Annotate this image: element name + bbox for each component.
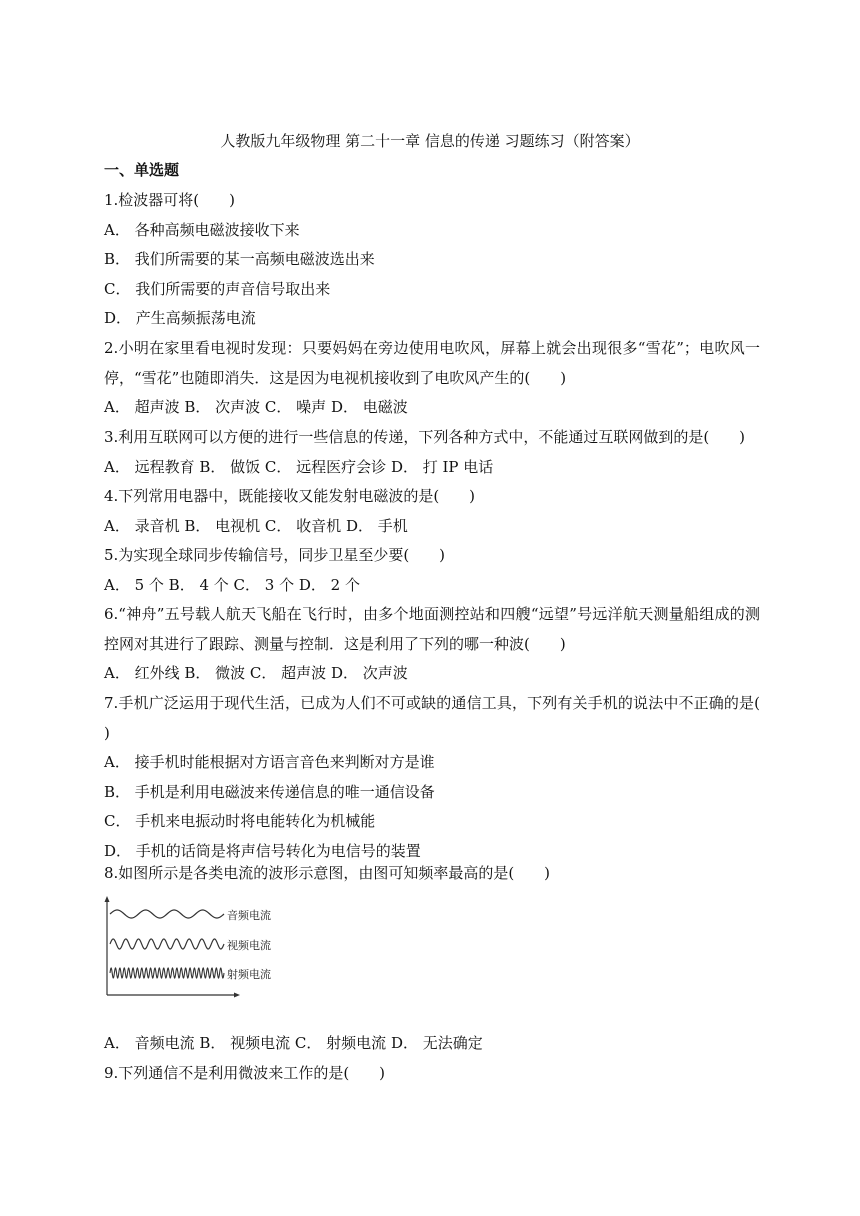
question-8	[104, 859, 760, 889]
question-3-stem: 3.利用互联网可以方便的进行一些信息的传递，下列各种方式中，不能通过互联网做到的是( )	[104, 428, 746, 446]
question-7-option-b: B． 手机是利用电磁波来传递信息的唯一通信设备	[104, 782, 435, 801]
waveform-figure	[100, 895, 280, 1000]
question-4-options: A． 录音机 B． 电视机 C． 收音机 D． 手机	[104, 516, 408, 535]
video-wave-label: 视频电流	[227, 939, 271, 952]
question-7-option-a: A． 接手机时能根据对方语言音色来判断对方是谁	[104, 753, 435, 772]
audio-wave	[110, 910, 224, 918]
question-7	[104, 689, 791, 867]
page-title: 人教版九年级物理 第二十一章 信息的传递 习题练习（附答案）	[220, 132, 640, 150]
question-1-stem: 1.检波器可将( )	[104, 191, 236, 209]
rf-wave-label: 射频电流	[227, 968, 271, 981]
question-5-options: A． 5 个 B． 4 个 C． 3 个 D． 2 个	[104, 575, 360, 594]
question-6-stem: 6.“神舟”五号载人航天飞船在飞行时，由多个地面测控站和四艘“远望”号远洋航天测量船组成的测控网对其进行了跟踪、测量与控制．这是利用了下列的哪一种波( )	[104, 605, 760, 653]
section-heading: 一、单选题	[104, 161, 180, 179]
question-2-stem: 2.小明在家里看电视时发现：只要妈妈在旁边使用电吹风，屏幕上就会出现很多“雪花”；电吹风一停，“雪花”也随即消失．这是因为电视机接收到了电吹风产生的( )	[104, 339, 760, 387]
question-9-stem: 9.下列通信不是利用微波来工作的是( )	[104, 1064, 386, 1082]
audio-wave-label: 音频电流	[227, 909, 271, 922]
question-7-option-c: C． 手机来电振动时将电能转化为机械能	[104, 812, 376, 831]
x-axis-arrow	[234, 993, 240, 998]
question-6-options: A． 红外线 B． 微波 C． 超声波 D． 次声波	[104, 664, 408, 683]
rf-wave	[110, 968, 224, 978]
question-8-options: A． 音频电流 B． 视频电流 C． 射频电流 D． 无法确定	[104, 1034, 483, 1052]
question-3	[104, 423, 760, 482]
question-7-option-d: D． 手机的话筒是将声信号转化为电信号的装置	[104, 841, 421, 860]
question-1-option-d: D． 产生高频振荡电流	[104, 309, 256, 328]
question-8-answers	[104, 1029, 760, 1059]
y-axis-arrow	[105, 896, 110, 902]
question-9	[104, 1059, 760, 1089]
question-5-stem: 5.为实现全球同步传输信号，同步卫星至少要( )	[104, 546, 446, 564]
question-2	[104, 334, 760, 423]
question-3-options: A． 远程教育 B． 做饭 C． 远程医疗会诊 D． 打 IP 电话	[104, 457, 494, 476]
question-5	[104, 541, 760, 600]
question-1-option-a: A． 各种高频电磁波接收下来	[104, 220, 300, 239]
waveform-diagram	[100, 895, 280, 1000]
video-wave	[110, 939, 224, 949]
question-4	[104, 482, 760, 541]
question-7-stem: 7.手机广泛运用于现代生活，已成为人们不可或缺的通信工具，下列有关手机的说法中不正确的是( )	[104, 694, 791, 742]
question-8-stem: 8.如图所示是各类电流的波形示意图，由图可知频率最高的是( )	[104, 864, 551, 882]
question-4-stem: 4.下列常用电器中，既能接收又能发射电磁波的是( )	[104, 487, 476, 505]
question-1-option-b: B． 我们所需要的某一高频电磁波选出来	[104, 250, 375, 269]
question-1-option-c: C． 我们所需要的声音信号取出来	[104, 279, 331, 298]
question-2-options: A． 超声波 B． 次声波 C． 噪声 D． 电磁波	[104, 398, 408, 417]
question-6	[104, 600, 760, 689]
question-1	[104, 186, 760, 334]
